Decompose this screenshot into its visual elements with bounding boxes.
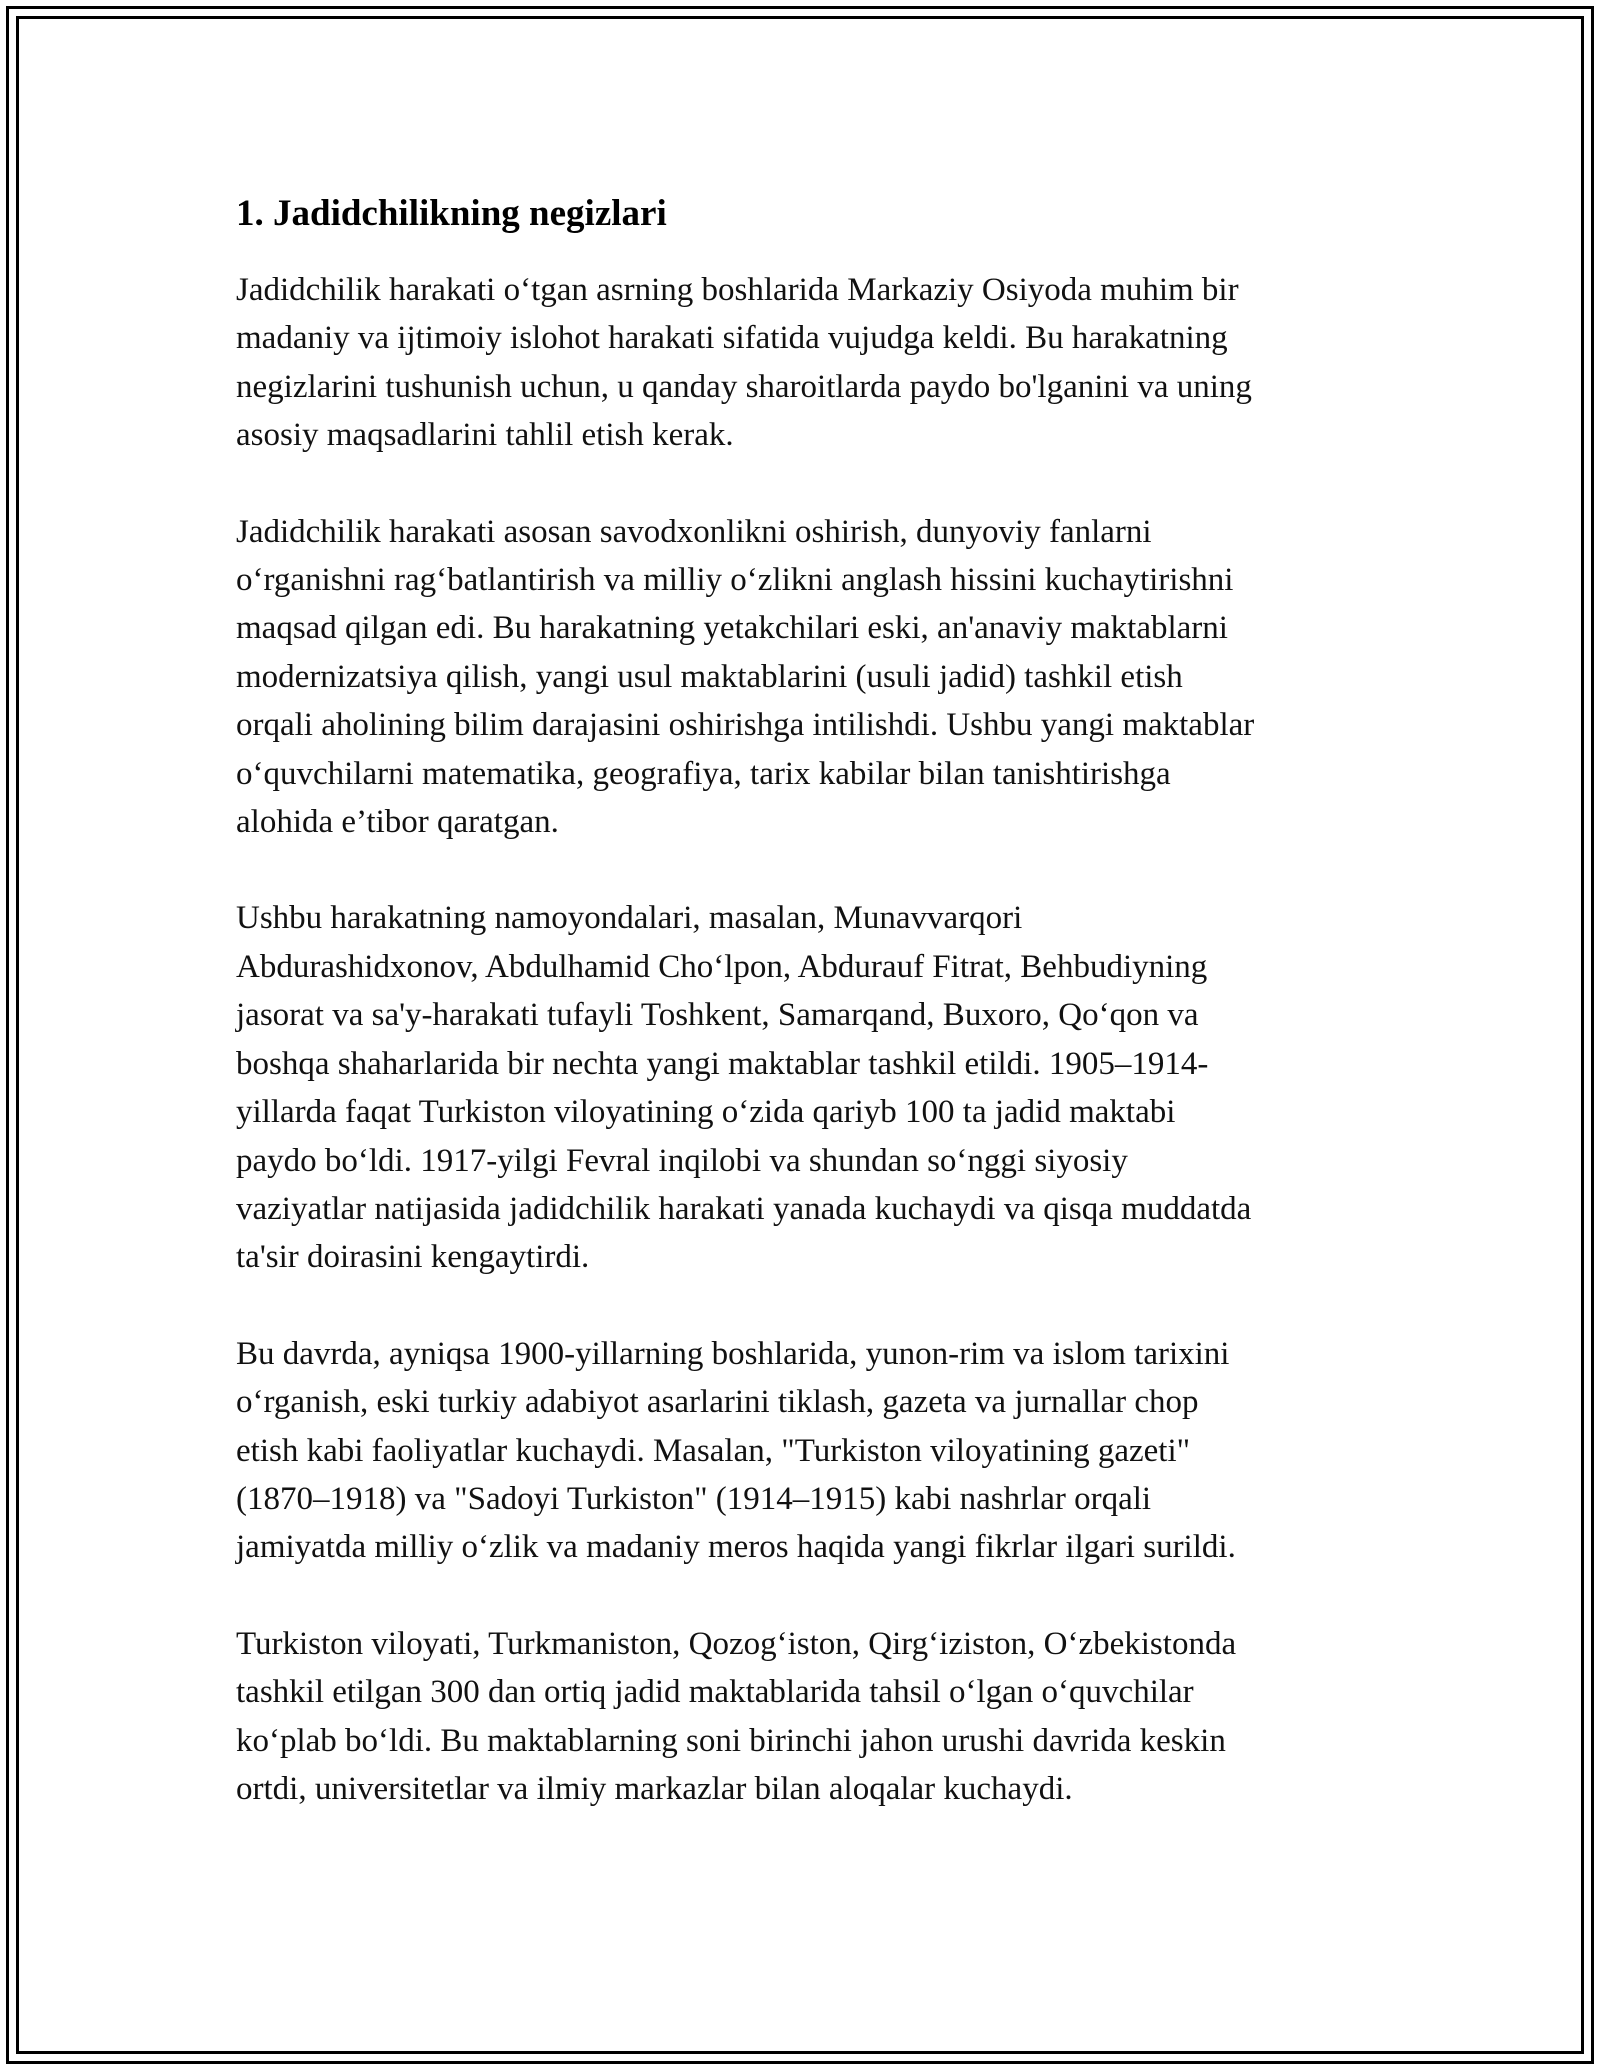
paragraph-origins: Jadidchilik harakati o‘tgan asrning boshlarida Markaziy Osiyoda muhim bir madaniy va ijtimoiy islohot harakati sifatida vujudga keldi. Bu harakatning negizlarini tushunish uchun, u qanday sharoitlarda paydo bo'lganini va uning asosiy maqsadlarini tahlil etish kerak. (236, 272, 1252, 454)
document-page (236, 188, 1376, 1861)
paragraph-press: Bu davrda, ayniqsa 1900-yillarning boshlarida, yunon-rim va islom tarixini o‘rganish, eski turkiy adabiyot asarlarini tiklash, gazeta va jurnallar chop etish kabi faoliyatlar kuchaydi. Masalan, "Turkiston viloyatining gazeti" (1870–1918) va "Sadoyi Turkiston" (1914–1915) kabi nashrlar orqali jamiyatda milliy o‘zlik va madaniy meros haqida yangi fikrlar ilgari surildi. (236, 1335, 1236, 1566)
paragraph-figures: Ushbu harakatning namoyondalari, masalan, Munavvarqori Abdurashidxonov, Abdulhamid Cho‘lpon, Abdurauf Fitrat, Behbudiyning jasorat va sa'y-harakati tufayli Toshkent, Samarqand, Buxoro, Qo‘qon va boshqa shaharlarida bir nechta yangi maktablar tashkil etildi. 1905–1914- yillarda faqat Turkiston viloyatining o‘zida qariyb 100 ta jadid maktabi paydo bo‘ldi. 1917-yilgi Fevral inqilobi va shundan so‘nggi siyosiy vaziyatlar natijasida jadidchilik harakati yanada kuchaydi va qisqa muddatda ta'sir doirasini kengaytirdi. (236, 900, 1252, 1276)
paragraph-schools: Turkiston viloyati, Turkmaniston, Qozog‘iston, Qirg‘iziston, O‘zbekistonda tashkil etilgan 300 dan ortiq jadid maktablarida tahsil o‘lgan o‘quvchilar ko‘plab bo‘ldi. Bu maktablarning soni birinchi jahon urushi davrida keskin ortdi, universitetlar va ilmiy markazlar bilan aloqalar kuchaydi. (236, 1625, 1237, 1807)
section-heading: 1. Jadidchilikning negizlari (236, 193, 667, 234)
paragraph-goals: Jadidchilik harakati asosan savodxonlikni oshirish, dunyoviy fanlarni o‘rganishni rag‘batlantirish va milliy o‘zlikni anglash hissini kuchaytirishni maqsad qilgan edi. Bu harakatning yetakchilari eski, an'anaviy maktablarni modernizatsiya qilish, yangi usul maktablarini (usuli jadid) tashkil etish orqali aholining bilim darajasini oshirishga intilishdi. Ushbu yangi maktablar o‘quvchilarni matematika, geografiya, tarix kabilar bilan tanishtirishga alohida e’tibor qaratgan. (236, 513, 1255, 841)
